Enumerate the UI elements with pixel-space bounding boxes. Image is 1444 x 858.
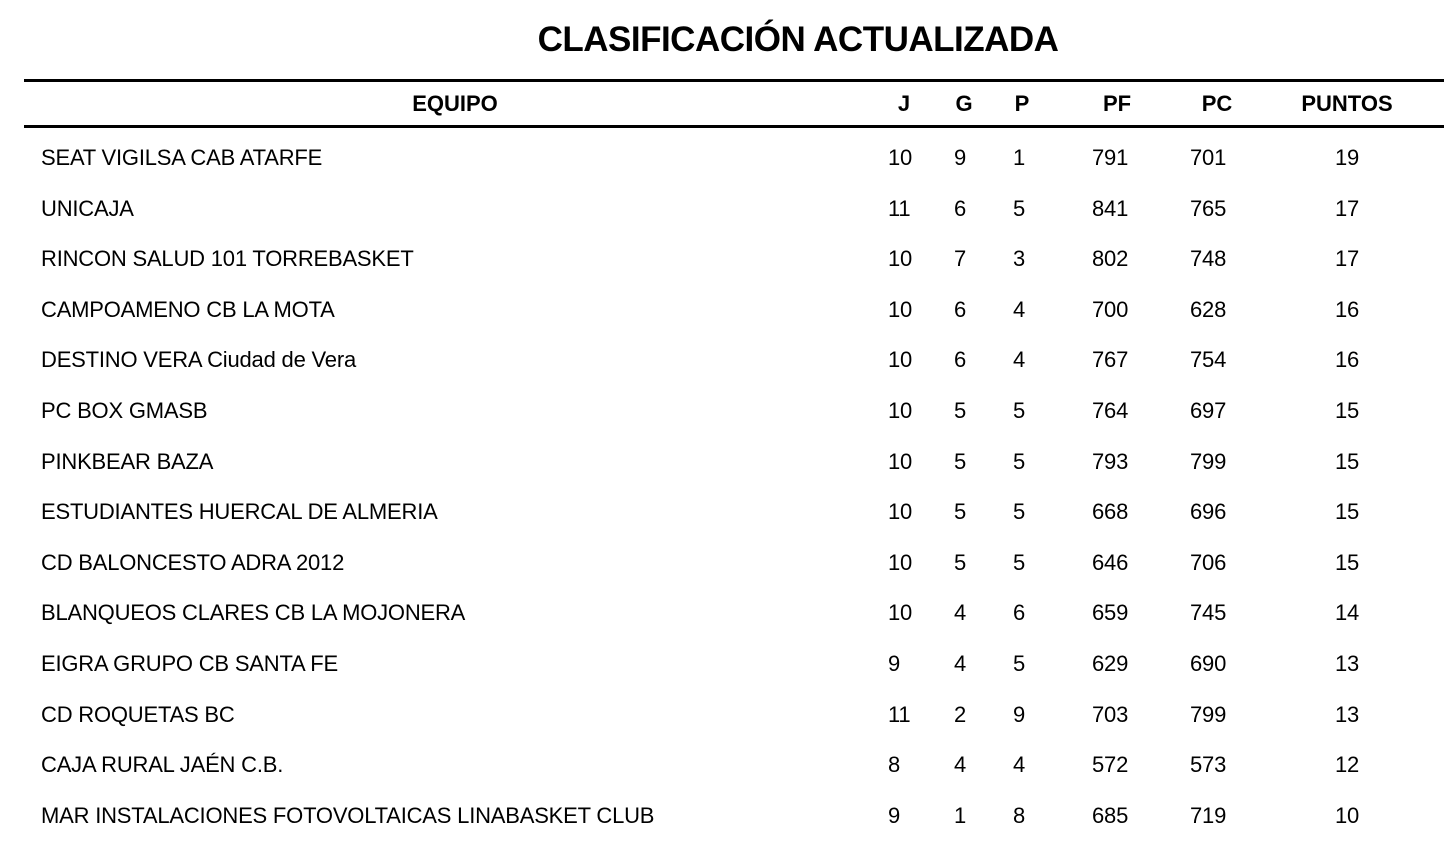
points-for: 685 — [1092, 802, 1129, 828]
points-for: 668 — [1092, 499, 1129, 525]
points-for: 629 — [1092, 650, 1129, 676]
points-against: 754 — [1190, 347, 1227, 373]
points-against: 628 — [1190, 296, 1227, 322]
column-header-g: G — [955, 91, 973, 116]
table-row — [0, 538, 1444, 589]
standing-points: 13 — [1334, 701, 1360, 727]
points-against: 697 — [1190, 397, 1227, 423]
standing-points: 16 — [1334, 347, 1360, 373]
points-against: 799 — [1190, 448, 1227, 474]
games-won: 9 — [954, 145, 967, 170]
team-name: MAR INSTALACIONES FOTOVOLTAICAS LINABASKET CLUB — [41, 802, 655, 828]
games-lost: 5 — [1013, 397, 1026, 423]
games-played: 10 — [888, 397, 913, 423]
points-against: 765 — [1190, 195, 1227, 221]
team-name: SEAT VIGILSA CAB ATARFE — [41, 145, 323, 170]
standing-points: 19 — [1334, 145, 1360, 170]
games-lost: 9 — [1013, 701, 1026, 727]
team-name: ESTUDIANTES HUERCAL DE ALMERIA — [41, 499, 438, 525]
games-played: 10 — [888, 549, 913, 575]
team-name: BLANQUEOS CLARES CB LA MOJONERA — [41, 600, 466, 626]
games-won: 6 — [954, 347, 967, 373]
games-played: 11 — [888, 195, 911, 221]
games-played: 10 — [888, 246, 913, 272]
games-played: 10 — [888, 145, 913, 170]
table-row — [0, 234, 1444, 285]
points-for: 700 — [1092, 296, 1129, 322]
games-played: 10 — [888, 347, 913, 373]
standing-points: 17 — [1334, 195, 1360, 221]
points-against: 573 — [1190, 752, 1227, 778]
table-row — [0, 740, 1444, 791]
column-header-pc: PC — [1201, 91, 1233, 116]
points-against: 719 — [1190, 802, 1227, 828]
games-played: 11 — [888, 701, 911, 727]
games-played: 10 — [888, 296, 913, 322]
team-name: EIGRA GRUPO CB SANTA FE — [41, 650, 338, 676]
games-lost: 5 — [1013, 549, 1026, 575]
standing-points: 17 — [1334, 246, 1360, 272]
standing-points: 15 — [1334, 549, 1360, 575]
points-for: 764 — [1092, 397, 1129, 423]
games-played: 9 — [888, 802, 901, 828]
team-name: PINKBEAR BAZA — [41, 448, 214, 474]
team-name: UNICAJA — [41, 195, 134, 221]
standings-table — [0, 133, 1444, 841]
team-name: PC BOX GMASB — [41, 397, 208, 423]
games-won: 2 — [954, 701, 967, 727]
column-header-team: EQUIPO — [412, 91, 498, 116]
points-against: 706 — [1190, 549, 1227, 575]
table-row — [0, 133, 1444, 184]
team-name: CAJA RURAL JAÉN C.B. — [41, 752, 284, 778]
games-lost: 6 — [1013, 600, 1026, 626]
table-header — [0, 82, 1444, 125]
points-against: 690 — [1190, 650, 1227, 676]
table-row — [0, 285, 1444, 336]
header-bottom-rule — [24, 125, 1444, 128]
column-header-j: J — [897, 91, 911, 116]
standing-points: 12 — [1334, 752, 1360, 778]
team-name: RINCON SALUD 101 TORREBASKET — [41, 246, 414, 272]
games-won: 5 — [954, 549, 967, 575]
games-lost: 3 — [1013, 246, 1026, 272]
standing-points: 15 — [1334, 448, 1360, 474]
table-row — [0, 335, 1444, 386]
games-won: 5 — [954, 499, 967, 525]
games-lost: 4 — [1013, 347, 1026, 373]
games-played: 10 — [888, 499, 913, 525]
standing-points: 13 — [1334, 650, 1360, 676]
points-for: 703 — [1092, 701, 1129, 727]
points-against: 696 — [1190, 499, 1227, 525]
games-played: 10 — [888, 448, 913, 474]
column-header-p: P — [1014, 91, 1030, 116]
team-name: CD BALONCESTO ADRA 2012 — [41, 549, 345, 575]
games-played: 8 — [888, 752, 901, 778]
points-for: 572 — [1092, 752, 1129, 778]
points-against: 799 — [1190, 701, 1227, 727]
points-for: 802 — [1092, 246, 1129, 272]
points-for: 767 — [1092, 347, 1129, 373]
games-won: 6 — [954, 195, 967, 221]
points-for: 793 — [1092, 448, 1129, 474]
points-against: 745 — [1190, 600, 1227, 626]
points-for: 659 — [1092, 600, 1129, 626]
team-name: CD ROQUETAS BC — [41, 701, 235, 727]
games-lost: 5 — [1013, 650, 1026, 676]
standing-points: 14 — [1334, 600, 1360, 626]
team-name: DESTINO VERA Ciudad de Vera — [41, 347, 356, 373]
points-for: 646 — [1092, 549, 1129, 575]
games-won: 6 — [954, 296, 967, 322]
games-won: 5 — [954, 397, 967, 423]
games-lost: 8 — [1013, 802, 1026, 828]
games-lost: 5 — [1013, 448, 1026, 474]
games-won: 5 — [954, 448, 967, 474]
table-row — [0, 690, 1444, 741]
table-row — [0, 437, 1444, 488]
team-name: CAMPOAMENO CB LA MOTA — [41, 296, 335, 322]
points-for: 841 — [1092, 195, 1129, 221]
games-lost: 5 — [1013, 499, 1026, 525]
games-won: 4 — [954, 600, 967, 626]
standing-points: 10 — [1334, 802, 1360, 828]
games-played: 10 — [888, 600, 913, 626]
table-row — [0, 639, 1444, 690]
table-row — [0, 386, 1444, 437]
standing-points: 15 — [1334, 397, 1360, 423]
points-for: 791 — [1092, 145, 1129, 170]
page-title: CLASIFICACIÓN ACTUALIZADA — [537, 20, 1059, 59]
games-lost: 5 — [1013, 195, 1026, 221]
points-against: 748 — [1190, 246, 1227, 272]
games-played: 9 — [888, 650, 901, 676]
standing-points: 16 — [1334, 296, 1360, 322]
games-lost: 4 — [1013, 296, 1026, 322]
games-won: 7 — [954, 246, 967, 272]
column-header-pf: PF — [1102, 91, 1132, 116]
table-row — [0, 588, 1444, 639]
games-won: 4 — [954, 752, 967, 778]
column-header-puntos: PUNTOS — [1301, 91, 1393, 116]
table-row — [0, 487, 1444, 538]
points-against: 701 — [1190, 145, 1227, 170]
games-lost: 1 — [1013, 145, 1026, 170]
table-row — [0, 184, 1444, 235]
games-lost: 4 — [1013, 752, 1026, 778]
standing-points: 15 — [1334, 499, 1360, 525]
games-won: 4 — [954, 650, 967, 676]
table-row — [0, 791, 1444, 842]
games-won: 1 — [954, 802, 967, 828]
